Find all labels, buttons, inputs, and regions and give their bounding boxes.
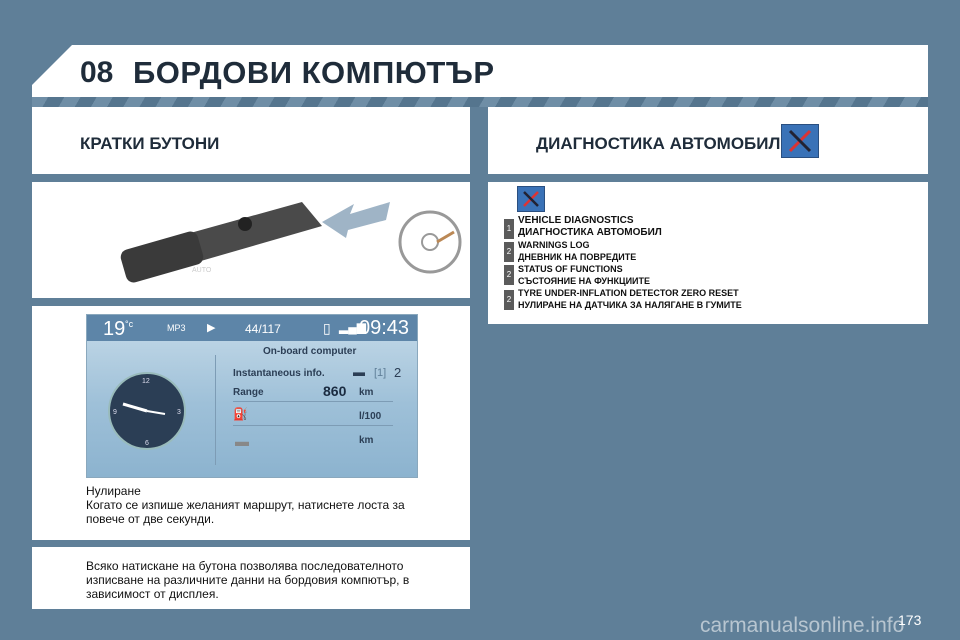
stalk-button-icon xyxy=(238,217,252,231)
left-section-title: КРАТКИ БУТОНИ xyxy=(80,134,220,153)
menu-item-bg: СЪСТОЯНИЕ НА ФУНКЦИИТЕ xyxy=(518,276,651,286)
footer-note: Всяко натискане на бутона позволява последователното изписване на различните данни на бордовия компютър, в зависимост от дисплея. xyxy=(86,559,410,601)
page-number: 173 xyxy=(898,612,922,628)
temperature: 19 xyxy=(103,318,126,340)
clock-label-12: 12 xyxy=(142,378,150,385)
temperature-unit: °c xyxy=(125,319,134,329)
page-number-indicator: 2 xyxy=(394,365,402,380)
track-counter: 44/117 xyxy=(245,322,281,336)
menu-item-bg: ДНЕВНИК НА ПОВРЕДИТЕ xyxy=(518,252,637,262)
stalk-auto-label: AUTO xyxy=(192,267,212,274)
stalk-tip xyxy=(119,230,205,285)
menu-item-en[interactable]: TYRE UNDER-INFLATION DETECTOR ZERO RESET xyxy=(518,288,739,298)
page-title: БОРДОВИ КОМПЮТЪР xyxy=(133,55,495,90)
lcd-screen xyxy=(86,314,418,478)
chapter-number: 08 xyxy=(80,56,114,89)
info-divider xyxy=(233,401,393,402)
level-badge: 2 xyxy=(504,265,514,285)
analog-clock xyxy=(105,369,189,453)
steering-hub-icon xyxy=(422,234,438,250)
level-badge: 2 xyxy=(504,242,514,262)
menu-item-en[interactable]: WARNINGS LOG xyxy=(518,240,590,250)
right-section-title: ДИАГНОСТИКА АВТОМОБИЛ xyxy=(536,134,781,153)
play-icon: ▶ xyxy=(207,322,216,334)
menu-item-en[interactable]: STATUS OF FUNCTIONS xyxy=(518,264,623,274)
steering-stalk-icon xyxy=(437,232,454,242)
watermark: carmanualsonline.info xyxy=(700,614,905,637)
caption-body: Когато се изпише желаният маршрут, натиснете лоста за повече от две секунди. xyxy=(86,498,405,526)
level-badge: 2 xyxy=(504,290,514,310)
menu-item-en[interactable]: VEHICLE DIAGNOSTICS xyxy=(518,215,634,226)
arrow-icon xyxy=(322,202,390,238)
stalk-illustration xyxy=(32,182,470,298)
distance-unit: km xyxy=(359,435,374,446)
range-value: 860 xyxy=(323,383,347,399)
car-icon: ▬ xyxy=(353,365,365,379)
consumption-unit: l/100 xyxy=(359,411,382,422)
fuel-pump-icon: ⛽ xyxy=(233,407,248,421)
screen-title: On-board computer xyxy=(263,346,357,357)
info-divider-2 xyxy=(233,425,393,426)
header-stripe xyxy=(32,97,928,107)
level-badge: 1 xyxy=(504,219,514,239)
clock-label-3: 3 xyxy=(177,409,181,416)
signal-icon: ▂▄▆ xyxy=(339,320,366,334)
menu-item-bg: НУЛИРАНЕ НА ДАТЧИКА ЗА НАЛЯГАНЕ В ГУМИТЕ xyxy=(518,300,742,310)
source-label: MP3 xyxy=(167,323,186,333)
car-side-icon: ▬ xyxy=(235,433,249,449)
clock-label-6: 6 xyxy=(145,440,149,447)
range-unit: km xyxy=(359,387,374,398)
phone-icon: ▯ xyxy=(323,320,331,336)
caption-title: Нулиране xyxy=(86,484,141,498)
info-title: Instantaneous info. xyxy=(233,368,325,379)
menu-item-bg: ДИАГНОСТИКА АВТОМОБИЛ xyxy=(518,227,662,238)
diagnostic-menu-icon xyxy=(517,186,545,212)
steering-wheel-icon xyxy=(400,212,460,272)
clock-time: 09:43 xyxy=(359,317,410,339)
clock-label-9: 9 xyxy=(113,409,117,416)
diagnostic-tools-icon xyxy=(781,124,819,158)
divider xyxy=(215,355,216,465)
page-bracket: [1] xyxy=(374,367,387,379)
stalk-illustration-panel xyxy=(32,182,470,298)
range-label: Range xyxy=(233,387,264,398)
